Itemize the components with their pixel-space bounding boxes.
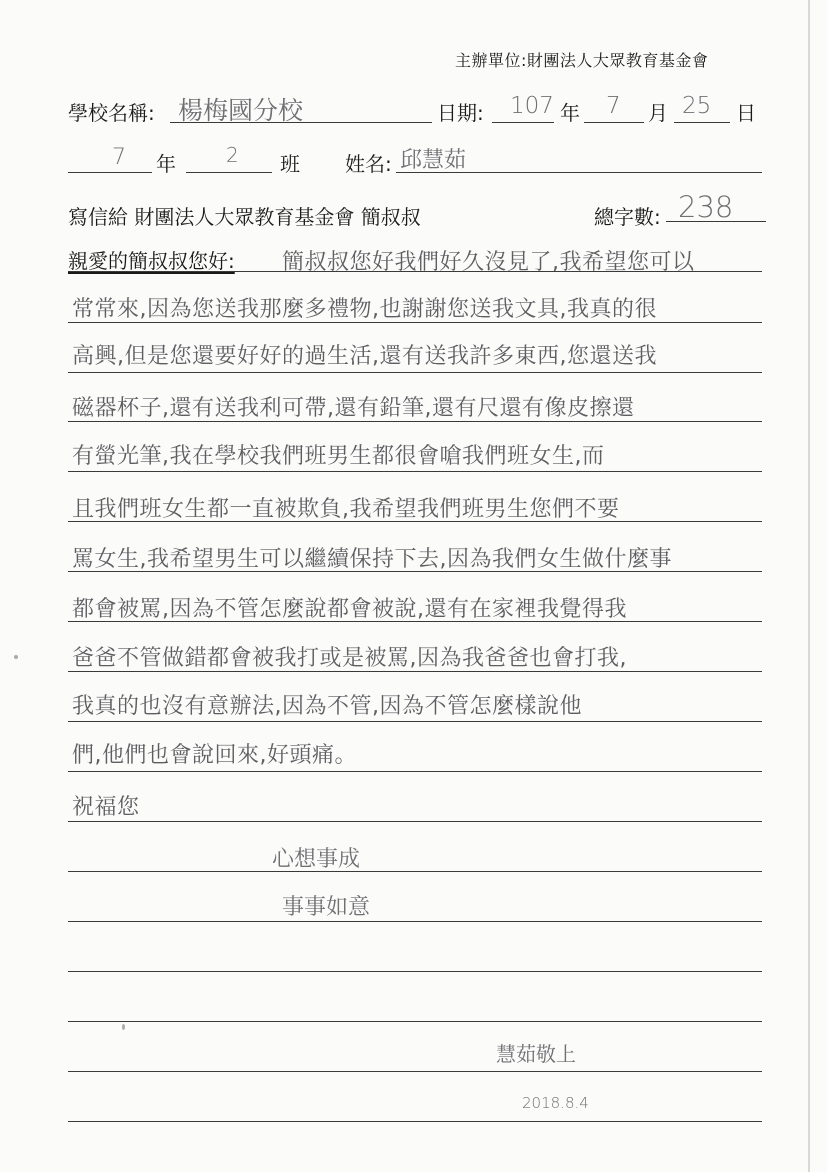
ruled-line (68, 322, 762, 323)
word-count-value: 238 (678, 190, 734, 224)
grade-rule (68, 172, 152, 173)
date-day: 25 (682, 93, 712, 119)
ink-smudge (14, 655, 18, 659)
letter-line: 簡叔叔您好我們好久沒見了,我希望您可以 (282, 250, 695, 275)
letter-line: 都會被罵,因為不管怎麼說都會被說,還有在家裡我覺得我 (72, 597, 627, 622)
ruled-line (68, 821, 762, 822)
letter-line: 高興,但是您還要好好的過生活,還有送我許多東西,您還送我 (72, 344, 657, 369)
greeting-label: 親愛的簡叔叔您好: (68, 249, 235, 273)
ruled-line (68, 1121, 762, 1122)
ruled-line (68, 421, 762, 422)
ruled-line (68, 1071, 762, 1072)
wish-line-2: 事事如意 (282, 895, 371, 920)
year-rule (492, 122, 554, 123)
ruled-line (68, 921, 762, 922)
ruled-line (68, 271, 762, 272)
date-year: 107 (510, 93, 554, 119)
date-label: 日期: (437, 101, 484, 125)
class-rule (186, 172, 272, 173)
name-rule (396, 172, 762, 173)
month-label: 月 (648, 101, 668, 125)
letter-line: 們,他們也會說回來,好頭痛。 (72, 743, 357, 768)
ruled-line (68, 372, 762, 373)
addressee-line: 寫信給 財團法人大眾教育基金會 簡叔叔 (68, 205, 421, 229)
name-label: 姓名: (345, 152, 392, 176)
organizer-line: 主辦單位:財團法人大眾教育基金會 (455, 51, 709, 70)
word-count-rule (666, 221, 766, 222)
ruled-line (68, 621, 762, 622)
grade-label: 年 (156, 152, 176, 176)
ruled-line (68, 471, 762, 472)
ruled-line (68, 971, 762, 972)
grade-value: 7 (112, 145, 126, 170)
letter-line: 磁器杯子,還有送我利可帶,還有鉛筆,還有尺還有像皮擦還 (72, 396, 635, 421)
class-value: 2 (226, 143, 239, 167)
letter-line: 我真的也沒有意辦法,因為不管,因為不管怎麼樣說他 (72, 694, 582, 719)
signed-date: 2018.8.4 (522, 1094, 589, 1112)
signature: 慧茹敬上 (496, 1042, 576, 1066)
wish-line-1: 心想事成 (272, 847, 361, 872)
day-rule (674, 122, 730, 123)
letter-line: 爸爸不管做錯都會被我打或是被罵,因為我爸爸也會打我, (72, 646, 627, 671)
word-count-label: 總字數: (594, 205, 661, 229)
ruled-line (68, 671, 762, 672)
page-edge (808, 0, 810, 1172)
letter-line: 罵女生,我希望男生可以繼續保持下去,因為我們女生做什麼事 (72, 547, 672, 572)
date-month: 7 (606, 93, 621, 119)
ink-smudge (122, 1024, 125, 1030)
school-label: 學校名稱: (68, 101, 155, 125)
month-rule (584, 122, 644, 123)
school-rule (170, 122, 432, 123)
letter-closing: 祝福您 (72, 795, 140, 820)
school-value: 楊梅國分校 (178, 96, 304, 125)
letter-line: 且我們班女生都一直被欺負,我希望我們班男生您們不要 (72, 497, 620, 522)
ruled-line (68, 871, 762, 872)
ruled-line (68, 771, 762, 772)
letter-line: 有螢光筆,我在學校我們班男生都很會嗆我們班女生,而 (72, 444, 605, 469)
ruled-line (68, 1021, 762, 1022)
class-label: 班 (280, 152, 300, 176)
ruled-line (68, 721, 762, 722)
day-label: 日 (736, 101, 756, 125)
year-label: 年 (560, 101, 580, 125)
ruled-line (68, 571, 762, 572)
ruled-line (68, 521, 762, 522)
name-value: 邱慧茹 (400, 148, 467, 173)
letter-line: 常常來,因為您送我那麼多禮物,也謝謝您送我文具,我真的很 (72, 297, 657, 322)
